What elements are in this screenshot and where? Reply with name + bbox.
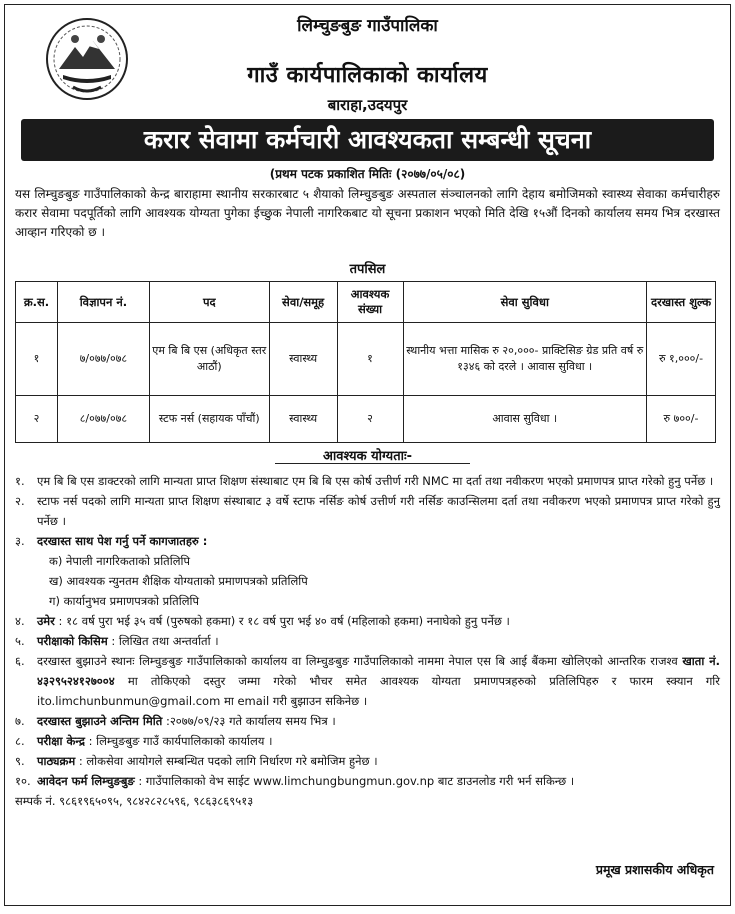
list-item — [15, 751, 720, 771]
list-item — [15, 531, 720, 551]
table-cell: स्वास्थ्य — [269, 323, 337, 396]
item-label: आवेदन फर्म लिम्चुङबुङ — [37, 774, 135, 788]
item-text: दरखास्त बुझाउने स्थानः लिम्चुङबुङ गाउँपालिकाको कार्यालय वा लिम्चुङबुङ गाउँपालिकाको नाममा नेपाल एस बि आई बैंकमा खोलिएको आन्तरिक राजश्व — [37, 654, 683, 668]
table-cell: २ — [337, 396, 403, 443]
list-subitem — [15, 551, 720, 571]
item-number: २. — [15, 494, 25, 508]
item-label: उमेर — [37, 614, 55, 628]
table-cell: ८/०७७/०७८ — [57, 396, 149, 443]
notice-page — [4, 4, 731, 906]
item-text: : १८ वर्ष पुरा भई ३५ वर्ष (पुरुषको हकमा) र १८ वर्ष पुरा भई ४० वर्ष (महिलाको हकमा) ननाघेको हुनु पर्नेछ । — [54, 614, 510, 628]
item-text: :२०७७/०९/२३ गते कार्यालय समय भित्र । — [162, 714, 336, 728]
table-header-row — [16, 282, 716, 323]
table-cell: २ — [16, 396, 58, 443]
list-item — [15, 771, 720, 791]
contact-numbers: सम्पर्क नं. ९८६१९६५०९५, ९८४२८२८५९६, ९८६३८६९५१३ — [15, 794, 254, 808]
item-number: ८. — [15, 734, 25, 748]
list-item — [15, 651, 720, 711]
list-item — [15, 711, 720, 731]
col-header: विज्ञापन नं. — [57, 282, 149, 323]
vacancy-table — [15, 281, 716, 443]
table-cell: रु ७००/- — [647, 396, 716, 443]
list-subitem — [15, 591, 720, 611]
list-item — [15, 471, 720, 491]
notice-title-banner: करार सेवामा कर्मचारी आवश्यकता सम्बन्धी सूचना — [21, 119, 714, 161]
list-item — [15, 491, 720, 531]
list-item — [15, 731, 720, 751]
signature-title: प्रमूख प्रशासकीय अधिकृत — [595, 862, 714, 877]
item-text: एम बि बि एस डाक्टरको लागि मान्यता प्राप्त शिक्षण संस्थाबाट एम बि बि एस कोर्ष उत्तीर्ण गरी NMC मा दर्ता तथा नवीकरण भएको प्रमाणपत्र प्राप्त गरेको हुनु पर्नेछ । — [37, 474, 714, 488]
item-number: ४. — [15, 614, 25, 628]
list-item — [15, 631, 720, 651]
item-label: परीक्षाको किसिम — [37, 634, 108, 648]
item-number: ६. — [15, 654, 25, 668]
office-name: गाउँ कार्यपालिकाको कार्यालय — [247, 63, 488, 88]
item-label: पाठ्यक्रम — [37, 754, 76, 768]
table-cell: आवास सुविधा । — [403, 396, 647, 443]
item-text: स्टाफ नर्स पदको लागि मान्यता प्राप्त शिक्षण संस्थाबाट ३ वर्षे स्टाफ नर्सिङ कोर्ष उत्तीर्ण गरी नर्सिङ काउन्सिलमा दर्ता तथा नवीकरण भएको प्रमाणपत्र प्राप्त गरेको हुनु पर्नेछ । — [37, 494, 720, 528]
col-header: सेवा/समूह — [269, 282, 337, 323]
municipality-name: लिम्चुङबुङ गाउँपालिका — [297, 16, 438, 36]
requirements-heading: आवश्यक योग्यताः- — [323, 449, 412, 464]
item-label: परीक्षा केन्द्र — [37, 734, 85, 748]
item-text: : गाउँपालिकाको वेभ साईट www.limchungbungmun.gov.np बाट डाउनलोड गरी भर्न सकिन्छ । — [134, 774, 575, 788]
col-header: दरखास्त शुल्क — [647, 282, 716, 323]
item-label: दरखास्त बुझाउने अन्तिम मिति — [37, 714, 163, 728]
table-row — [16, 323, 716, 396]
col-header: सेवा सुविधा — [403, 282, 647, 323]
table-cell: स्टफ नर्स (सहायक पाँचौं) — [149, 396, 269, 443]
contact-line — [15, 791, 720, 811]
item-text: ख) आवश्यक न्युनतम शैक्षिक योग्यताको प्रमाणपत्रको प्रतिलिपि — [49, 574, 308, 588]
item-number: १०. — [15, 774, 31, 788]
item-number: १. — [15, 474, 25, 488]
item-text: ग) कार्यानुभव प्रमाणपत्रको प्रतिलिपि — [49, 594, 200, 608]
item-text: : लोकसेवा आयोगले सम्बन्धित पदको लागि निर्धारण गरे बमोजिम हुनेछ । — [75, 754, 378, 768]
col-header: आवश्यक संख्या — [337, 282, 403, 323]
item-text: : लिम्चुङबुङ गाउँ कार्यपालिकाको कार्यालय । — [84, 734, 273, 748]
heading-underline — [275, 463, 470, 464]
list-item — [15, 611, 720, 631]
item-label: दरखास्त साथ पेश गर्नु पर्ने कागजातहरु : — [37, 534, 208, 548]
item-text: मा तोकिएको दस्तुर जम्मा गरेको भौचर समेत आवश्यक योग्यता प्रमाणपत्रहरुको प्रतिलिपिहरु र फारम स्क्यान गरि ito.limchunbunmun@gmail.com मा email गरी बुझाउन सकिनेछ । — [37, 674, 720, 708]
table-cell: १ — [16, 323, 58, 396]
item-number: ७. — [15, 714, 25, 728]
col-header: पद — [149, 282, 269, 323]
published-date: (प्रथम पटक प्रकाशित मितिः (२०७७/०५/०८) — [269, 167, 466, 181]
table-cell: एम बि बि एस (अधिकृत स्तर आठौं) — [149, 323, 269, 396]
office-address: बाराहा,उदयपुर — [327, 96, 408, 114]
item-number: ९. — [15, 754, 25, 768]
table-cell: रु १,०००/- — [647, 323, 716, 396]
table-cell: १ — [337, 323, 403, 396]
item-text: : लिखित तथा अन्तर्वार्ता । — [107, 634, 219, 648]
account-number: खाता नं. ४३२९५२४१२७००४ — [37, 654, 720, 688]
requirements-list — [15, 471, 720, 811]
list-subitem — [15, 571, 720, 591]
table-row — [16, 396, 716, 443]
table-heading: तपसिल — [349, 262, 386, 277]
item-number: ५. — [15, 634, 25, 648]
intro-paragraph: यस लिम्चुङबुङ गाउँपालिकाको केन्द्र बाराहामा स्थानीय सरकारबाट ५ शैयाको लिम्चुङबुङ अस्पताल संञ्चालनको लागि देहाय बमोजिमको स्वास्थ्य सेवाका कर्मचारीहरु करार सेवामा पदपूर्तिको लागि आवश्यक योग्यता पुगेका ईच्छुक नेपाली नागरिकबाट यो सूचना प्रकाशन भएको मिति देखि १५औं दिनको कार्यालय समय भित्र दरखास्त आव्हान गरिएको छ । — [15, 187, 720, 239]
item-number: ३. — [15, 534, 25, 548]
table-cell: ७/०७७/०७८ — [57, 323, 149, 396]
item-text: क) नेपाली नागरिकताको प्रतिलिपि — [49, 554, 191, 568]
col-header: क्र.स. — [16, 282, 58, 323]
table-cell: स्वास्थ्य — [269, 396, 337, 443]
table-cell: स्थानीय भत्ता मासिक रु २०,०००- प्राक्टिसिङ ग्रेड प्रति वर्ष रु १३४६ को दरले । आवास सुविधा । — [403, 323, 647, 396]
